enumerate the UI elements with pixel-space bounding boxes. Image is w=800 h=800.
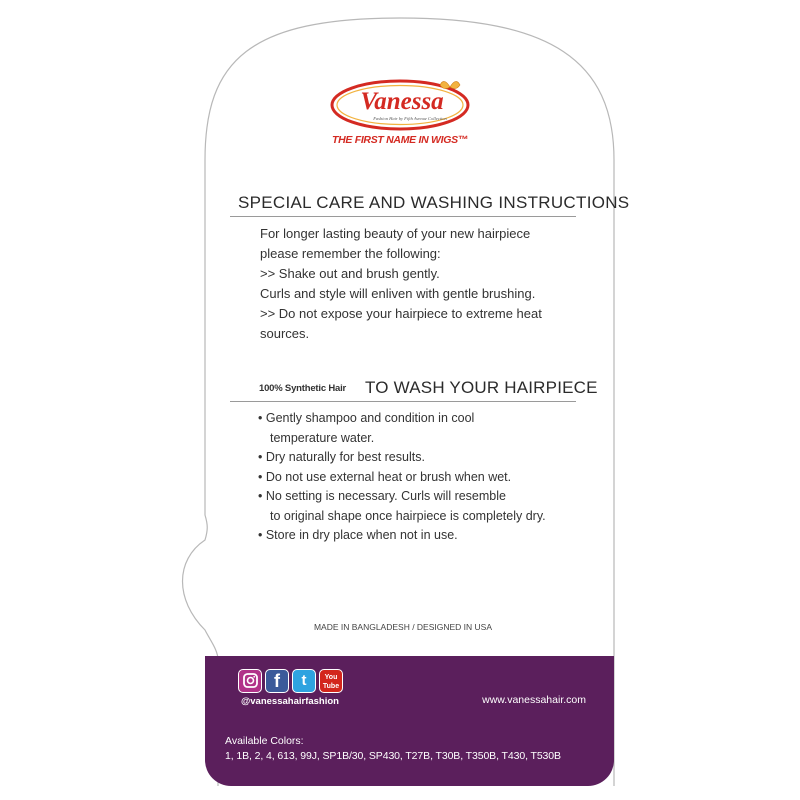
care-line: sources. (260, 326, 310, 341)
fiber-label: 100% Synthetic Hair (259, 383, 347, 394)
logo-wordmark: Vanessa (360, 88, 444, 115)
care-line: For longer lasting beauty of your new hairpiece (260, 226, 531, 241)
list-item: temperature water. (270, 430, 375, 445)
list-item: • Gently shampoo and condition in cool (258, 411, 475, 425)
colors-list: 1, 1B, 2, 4, 613, 99J, SP1B/30, SP430, T27B, T30B, T350B, T430, T530B (225, 750, 561, 762)
facebook-icon[interactable]: f (265, 669, 289, 693)
logo-subline: Fashion Hair by Fifth Avenue Collection (373, 116, 447, 121)
care-instructions (260, 224, 580, 344)
instagram-icon[interactable] (238, 669, 262, 693)
divider (230, 216, 576, 217)
social-handle[interactable]: @vanessahairfashion (241, 696, 339, 707)
care-line: Curls and style will enliven with gentle brushing. (260, 286, 536, 301)
colors-label: Available Colors: (225, 735, 304, 747)
origin-text: MADE IN BANGLADESH / DESIGNED IN USA (313, 622, 493, 632)
website-link[interactable]: www.vanessahair.com (482, 694, 586, 706)
care-title: SPECIAL CARE AND WASHING INSTRUCTIONS (238, 193, 630, 212)
list-item: • No setting is necessary. Curls will resemble (258, 489, 506, 503)
brand-tagline: THE FIRST NAME IN WIGS™ (331, 134, 468, 146)
care-line: >> Shake out and brush gently. (260, 266, 440, 281)
care-line: >> Do not expose your hairpiece to extreme heat (260, 306, 542, 321)
divider (230, 401, 576, 402)
wash-title: TO WASH YOUR HAIRPIECE (365, 378, 598, 397)
wash-instructions (258, 409, 578, 546)
list-item: • Store in dry place when not in use. (258, 528, 458, 542)
list-item: to original shape once hairpiece is completely dry. (270, 508, 546, 523)
youtube-icon[interactable]: You Tube (319, 669, 343, 693)
care-line: please remember the following: (260, 246, 441, 261)
list-item: • Do not use external heat or brush when wet. (258, 469, 512, 484)
list-item: • Dry naturally for best results. (258, 450, 425, 464)
twitter-icon[interactable]: t (292, 669, 316, 693)
